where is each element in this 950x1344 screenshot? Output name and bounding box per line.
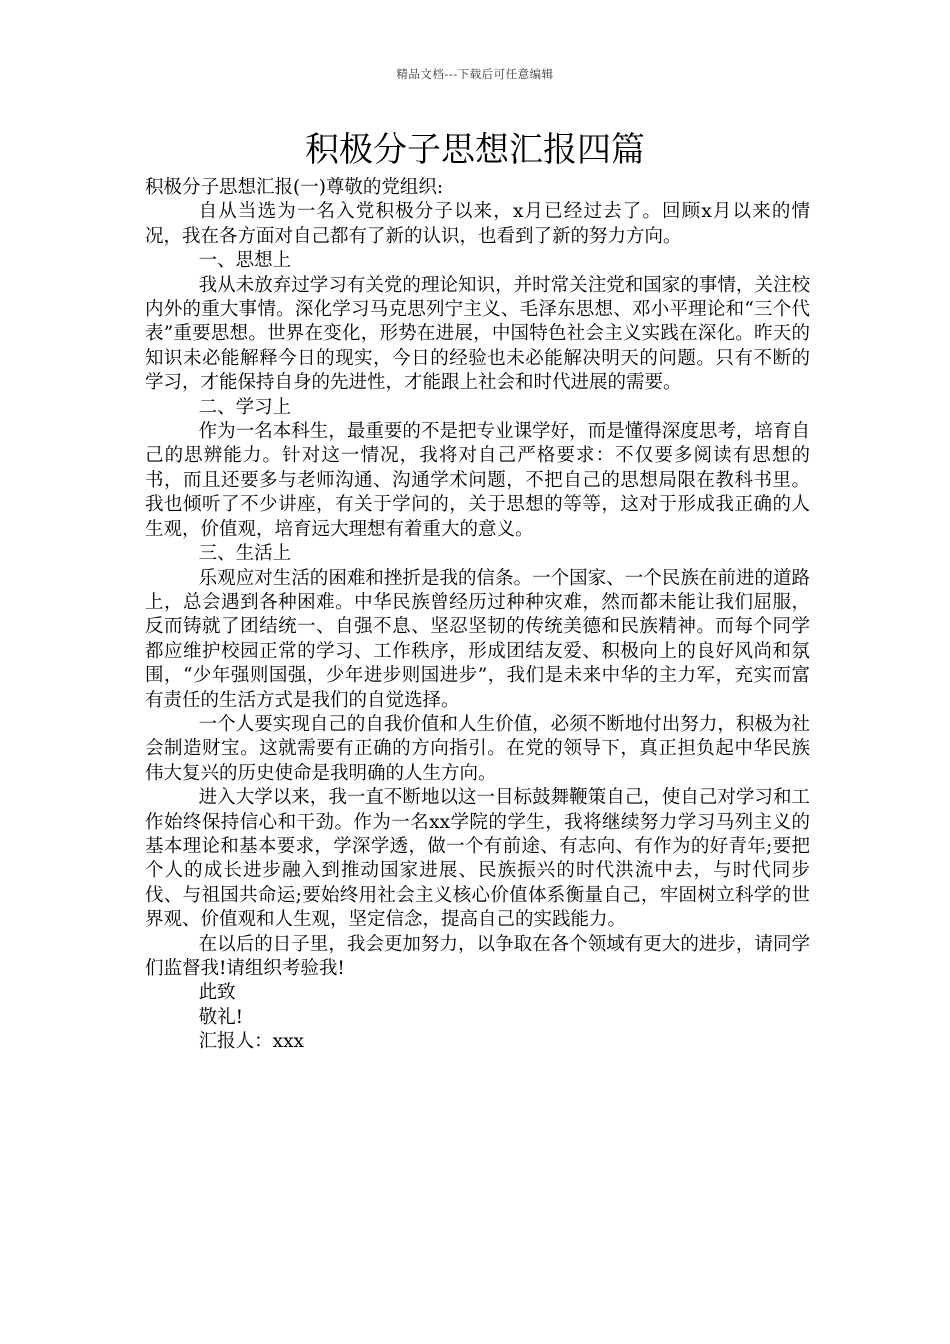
paragraph-value: 一个人要实现自己的自我价值和人生价值，必须不断地付出努力，积极为社会制造财宝。这就需要有正确的方向指引。在党的领导下，真正担负起中华民族伟大复兴的历史使命是我明确的人生方向。	[145, 713, 810, 784]
document-body	[145, 176, 810, 1055]
paragraph-intro: 自从当选为一名入党积极分子以来，x月已经过去了。回顾x月以来的情况，我在各方面对自己都有了新的认识，也看到了新的努力方向。	[145, 201, 810, 247]
paragraph-thought: 我从未放弃过学习有关党的理论知识，并时常关注党和国家的事情，关注校内外的重大事情。深化学习马克思列宁主义、毛泽东思想、邓小平理论和“三个代表”重要思想。世界在变化，形势在进展，中国特色社会主义实践在深化。昨天的知识未必能解释今日的现实，今日的经验也未必能解决明天的问题。只有不断的学习，才能保持自身的先进性，才能跟上社会和时代进展的需要。	[145, 274, 810, 394]
salutation: 积极分子思想汇报(一)尊敬的党组织:	[145, 177, 444, 198]
section-heading-thought: 一、思想上	[198, 250, 292, 272]
page-title: 积极分子思想汇报四篇	[305, 130, 645, 170]
closing-jingli: 敬礼!	[198, 1006, 244, 1028]
section-heading-life: 三、生活上	[198, 543, 292, 565]
header-note: 精品文档---下载后可任意编辑	[396, 67, 554, 81]
section-heading-study: 二、学习上	[198, 396, 292, 418]
paragraph-future: 在以后的日子里，我会更加努力，以争取在各个领域有更大的进步，请同学们监督我!请组织考验我!	[145, 933, 810, 979]
paragraph-life: 乐观应对生活的困难和挫折是我的信条。一个国家、一个民族在前进的道路上，总会遇到各种困难。中华民族曾经历过种种灾难，然而都未能让我们屈服，反而铸就了团结统一、自强不息、坚忍坚韧的传统美德和民族精神。而每个同学都应维护校园正常的学习、工作秩序，形成团结友爱、积极向上的良好风尚和氛围，“少年强则国强，少年进步则国进步”，我们是未来中华的主力军，充实而富有责任的生活方式是我们的自觉选择。	[145, 567, 810, 711]
reporter-signature: 汇报人：xxx	[198, 1031, 304, 1053]
paragraph-study: 作为一名本科生，最重要的不是把专业课学好，而是懂得深度思考，培育自己的思辨能力。针对这一情况，我将对自己严格要求：不仅要多阅读有思想的书，而且还要多与老师沟通、沟通学术问题，不把自己的思想局限在教科书里。我也倾听了不少讲座，有关于学问的，关于思想的等等，这对于形成我正确的人生观，价值观，培育远大理想有着重大的意义。	[145, 421, 810, 540]
paragraph-university: 进入大学以来，我一直不断地以这一目标鼓舞鞭策自己，使自己对学习和工作始终保持信心和干劲。作为一名xx学院的学生，我将继续努力学习马列主义的基本理论和基本要求，学深学透，做一个有前途、有志向、有作为的好青年;要把个人的成长进步融入到推动国家进展、民族振兴的时代洪流中去，与时代同步伐、与祖国共命运;要始终用社会主义核心价值体系衡量自己，牢固树立科学的世界观、价值观和人生观，坚定信念，提高自己的实践能力。	[145, 787, 810, 931]
closing-cizhi: 此致	[198, 982, 236, 1004]
